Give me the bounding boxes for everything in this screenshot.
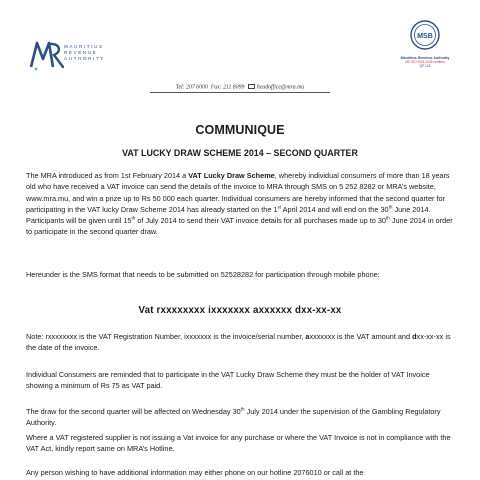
contact-line — [0, 84, 480, 90]
document-subtitle: VAT LUCKY DRAW SCHEME 2014 – SECOND QUARTER — [122, 148, 358, 158]
mra-name — [64, 44, 105, 63]
certification-block — [395, 20, 455, 68]
cert-org-name: Mauritius Revenue Authority — [400, 56, 450, 60]
sms-format: Vat rxxxxxxxx ixxxxxxx axxxxxx dxx-xx-xx — [138, 305, 342, 316]
mra-logo — [28, 36, 140, 72]
paragraph-intro: The MRA introduced as from 1st February 2014 a VAT Lucky Draw Scheme, whereby individual consumers of more than 18 years old who have received a VAT invoice can send the details of the invoice to MRA through SMS on 5 252 8282 or MRA’s website, www.mra.mu, and win a prize up to Rs 50 000 each quarter. Individual consumers are hereby informed that the second quarter for participating in the VAT lucky Draw Scheme 2014 has already started on the 1st April 2014 and will end on the 30th June 2014. Participants will be given until 15th of July 2014 to send their VAT invoice details for all purchases made up to 30th June 2014 in order to participate in the second quarter draw. — [26, 171, 453, 237]
logo-line-1: MAURITIUS — [64, 44, 104, 49]
paragraph-sms-intro: Hereunder is the SMS format that needs to be submitted on 52528282 for participation through mobile phone: — [26, 270, 380, 279]
cert-code: QP 123 — [419, 64, 431, 68]
document-title: COMMUNIQUE — [195, 123, 285, 137]
paragraph-draw-date: The draw for the second quarter will be affected on Wednesday 30th July 2014 under the supervision of the Gambling Regulatory Authority. — [26, 406, 441, 428]
paragraph-eligibility: Individual Consumers are reminded that to participate in the VAT Lucky Draw Scheme they must be the holder of VAT Invoice showing a minimum of Rs 75 as VAT paid. — [26, 370, 430, 391]
mra-logo-mark-icon — [28, 36, 68, 72]
header-divider — [150, 92, 330, 93]
certification-seal-icon — [410, 20, 440, 50]
envelope-icon — [248, 84, 255, 89]
paragraph-additional-info: Any person wishing to have additional information may either phone on our hotline 2076010 or call at the — [26, 468, 364, 477]
contact-fax: Fax: 211 8099 — [210, 84, 245, 91]
paragraph-note: Note: rxxxxxxxx is the VAT Registration Number, ixxxxxxx is the invoice/serial number, axxxxxxx is the VAT amount and dxx-xx-xx is the date of the invoice. — [26, 332, 451, 353]
paragraph-hotline-report: Where a VAT registered supplier is not issuing a Vat invoice for any purchase or where the VAT Invoice is not in compliance with the VAT Act, kindly report same on MRA’s Hotline. — [26, 433, 451, 454]
contact-email[interactable]: headoffice@mra.mu — [256, 84, 305, 91]
logo-line-2: REVENUE — [64, 50, 98, 56]
contact-tel: Tel: 207 6000 — [175, 84, 208, 91]
cert-standard: MS ISO 9001:2008 certified — [405, 60, 445, 64]
svg-text:MSB: MSB — [417, 33, 433, 40]
logo-line-3: AUTHORITY — [64, 56, 105, 62]
